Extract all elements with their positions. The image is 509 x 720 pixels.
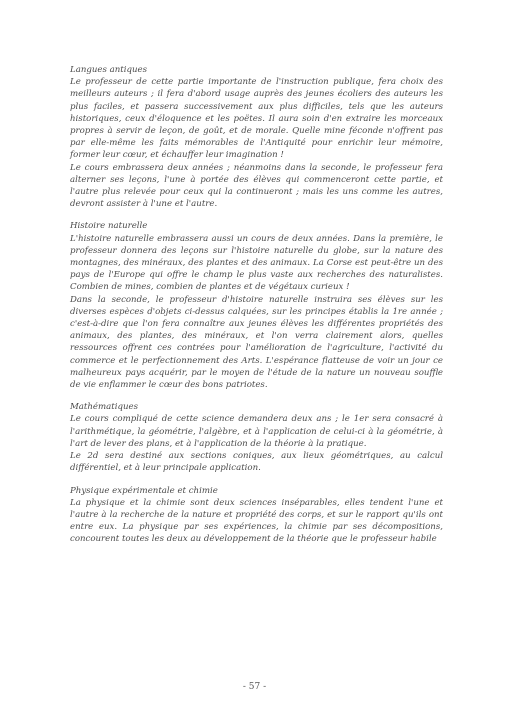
section-heading: Histoire naturelle <box>70 221 148 232</box>
section-heading: Physique expérimentale et chimie <box>70 485 218 496</box>
section-mathematiques <box>70 401 443 474</box>
section-langues-antiques <box>70 64 443 210</box>
paragraph: Le cours embrassera deux années ; néanmoins dans la seconde, le professeur fera alterner ses leçons, l'une à portée des élèves qui commenceront cette partie, et l'autre plus relevée pour ceux qui la continueront ; mais les uns comme les autres, devront assister à l'une et l'autre. <box>70 162 443 210</box>
paragraph: Le 2d sera destiné aux sections coniques, aux lieux géométriques, au calcul différentiel, et à leur principale application. <box>70 451 443 474</box>
section-heading: Mathématiques <box>70 402 139 413</box>
paragraph: La physique et la chimie sont deux sciences inséparables, elles tendent l'une et l'autre à la recherche de la nature et propriété des corps, et sur le rapport qu'ils ont entre eux. La physique par ses expériences, la chimie par ses décompositions, concourent toutes les deux au développement de la théorie que le professeur habile <box>70 497 443 545</box>
section-physique-chimie <box>70 485 443 546</box>
paragraph: Le cours compliqué de cette science demandera deux ans ; le 1er sera consacré à l'arithmétique, la géométrie, l'algèbre, et à l'application de celui-ci à la géométrie, à l'art de lever des plans, et à l'application de la théorie à la pratique. <box>70 414 443 449</box>
paragraph: Le professeur de cette partie importante de l'instruction publique, fera choix des meilleurs auteurs ; il fera d'abord usage auprès des jeunes écoliers des auteurs les plus faciles, et passera successivement aux plus difficiles, tels que les auteurs historiques, ceux d'éloquence et les poëtes. Il aura soin d'en extraire les morceaux propres à servir de leçon, de goût, et de morale. Quelle mine féconde n'offrent pas par elle-même les faits mémorables de l'Antiquité pour enrichir leur mémoire, former leur cœur, et échauffer leur imagination ! <box>70 77 443 161</box>
page-number: - 57 - <box>242 682 267 692</box>
paragraph: L'histoire naturelle embrassera aussi un cours de deux années. Dans la première, le professeur donnera des leçons sur l'histoire naturelle du globe, sur la nature des montagnes, des minéraux, des plantes et des animaux. La Corse est peut-être un des pays de l'Europe qui offre le champ le plus vaste aux recherches des naturalistes. Combien de mines, combien de plantes et de végétaux curieux ! <box>70 233 443 293</box>
section-histoire-naturelle <box>70 220 443 391</box>
paragraph: Dans la seconde, le professeur d'histoire naturelle instruira ses élèves sur les diverses espèces d'objets ci-dessus calquées, sur les principes établis la 1re année ; c'est-à-dire que l'on fera connaître aux jeunes élèves les différentes propriétés des animaux, des plantes, des minéraux, et l'on verra clairement alors, quelles ressources offrent ces contrées pour l'amélioration de l'agriculture, l'activité du commerce et le perfectionnement des Arts. L'espérance flatteuse de voir un jour ce malheureux pays acquérir, par le moyen de l'étude de la nature un nouveau souffle de vie enflammer le cœur des bons patriotes. <box>70 294 443 391</box>
section-heading: Langues antiques <box>70 65 148 75</box>
